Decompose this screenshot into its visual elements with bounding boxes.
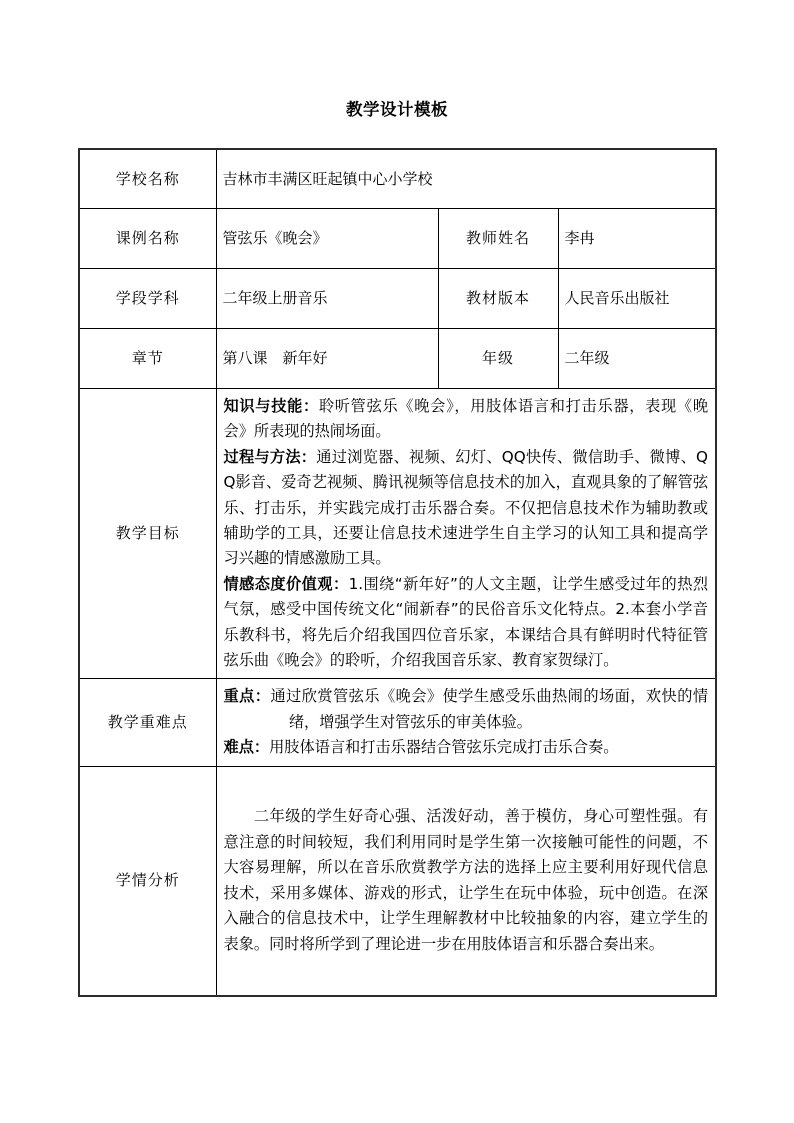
difficult-point-line bbox=[224, 735, 709, 760]
key-point-text: 通过欣赏管弦乐《晚会》使学生感受乐曲热闹的场面，欢快的情绪，增强学生对管弦乐的审美体验。 bbox=[270, 687, 709, 731]
row-value-case: 管弦乐《晚会》 bbox=[216, 209, 438, 269]
objective-text-knowledge: 聆听管弦乐《晚会》，用肢体语言和打击乐器，表现《晚会》所表现的热闹场面。 bbox=[223, 397, 709, 441]
row-label-grade: 年级 bbox=[438, 329, 558, 389]
objective-item-emotion bbox=[224, 572, 709, 674]
table-row-objectives bbox=[79, 389, 716, 679]
difficult-point-title: 难点： bbox=[223, 738, 270, 757]
row-label-chapter: 章节 bbox=[79, 329, 216, 389]
objective-item-knowledge bbox=[224, 394, 709, 445]
objective-text-emotion: 1.围绕“新年好”的人文主题，让学生感受过年的热烈气氛，感受中国传统文化“闹新春”的民俗音乐文化特点。2.本套小学音乐教科书，将先后介绍我国四位音乐家，本课结合具有鲜明时代特征管弦乐曲《晚会》的聆听，介绍我国音乐家、教育家贺绿汀。 bbox=[223, 574, 709, 670]
row-value-subject: 二年级上册音乐 bbox=[216, 269, 438, 329]
key-point-line bbox=[224, 684, 709, 735]
row-label-subject: 学段学科 bbox=[79, 269, 216, 329]
row-label-teacher: 教师姓名 bbox=[438, 209, 558, 269]
row-label-key-difficult: 教学重难点 bbox=[79, 679, 216, 766]
objective-title-emotion: 情感态度价值观： bbox=[223, 574, 349, 593]
row-label-objectives: 教学目标 bbox=[79, 389, 216, 679]
row-label-textbook: 教材版本 bbox=[438, 269, 558, 329]
row-value-key-difficult bbox=[216, 679, 716, 766]
row-label-analysis: 学情分析 bbox=[79, 766, 216, 996]
row-label-school: 学校名称 bbox=[79, 149, 216, 209]
table-row-chapter bbox=[79, 329, 716, 389]
row-value-chapter: 第八课 新年好 bbox=[216, 329, 438, 389]
row-value-textbook: 人民音乐出版社 bbox=[558, 269, 716, 329]
analysis-text: 二年级的学生好奇心强、活泼好动，善于模仿，身心可塑性强。有意注意的时间较短，我们利用同时是学生第一次接触可能性的问题，不大容易理解，所以在音乐欣赏教学方法的选择上应主要利用好现代信息技术，采用多媒体、游戏的形式，让学生在玩中体验，玩中创造。在深入融合的信息技术中，让学生理解教材中比较抽象的内容，建立学生的表象。同时将所学到了理论进一步在用肢体语言和乐器合奏出来。 bbox=[223, 807, 709, 953]
table-row-school bbox=[79, 149, 716, 209]
objective-text-process: 通过浏览器、视频、幻灯、QQ快传、微信助手、微博、QQ影音、爱奇艺视频、腾讯视频等信息技术的加入，直观具象的了解管弦乐、打击乐，并实践完成打击乐器合奏。不仅把信息技术作为辅助教或辅助学的工具，还要让信息技术速进学生自主学习的认知工具和提高学习兴趣的情感激励工具。 bbox=[223, 447, 709, 568]
difficult-point-text: 用肢体语言和打击乐器结合管弦乐完成打击乐合奏。 bbox=[269, 738, 619, 757]
objective-title-knowledge: 知识与技能： bbox=[223, 397, 319, 415]
row-value-analysis bbox=[216, 766, 716, 996]
objective-item-process bbox=[224, 445, 709, 572]
table-row-subject bbox=[79, 269, 716, 329]
row-label-case: 课例名称 bbox=[79, 209, 216, 269]
lesson-design-table bbox=[78, 148, 717, 997]
row-value-teacher: 李冉 bbox=[558, 209, 716, 269]
table-row-analysis bbox=[79, 766, 716, 996]
row-value-school: 吉林市丰满区旺起镇中心小学校 bbox=[216, 149, 716, 209]
objective-title-process: 过程与方法： bbox=[223, 447, 317, 466]
row-value-objectives bbox=[216, 389, 716, 679]
key-point-title: 重点： bbox=[223, 687, 271, 706]
row-value-grade: 二年级 bbox=[558, 329, 716, 389]
table-row-case bbox=[79, 209, 716, 269]
page-title: 教学设计模板 bbox=[346, 100, 448, 119]
table-row-key-difficult bbox=[79, 679, 716, 766]
